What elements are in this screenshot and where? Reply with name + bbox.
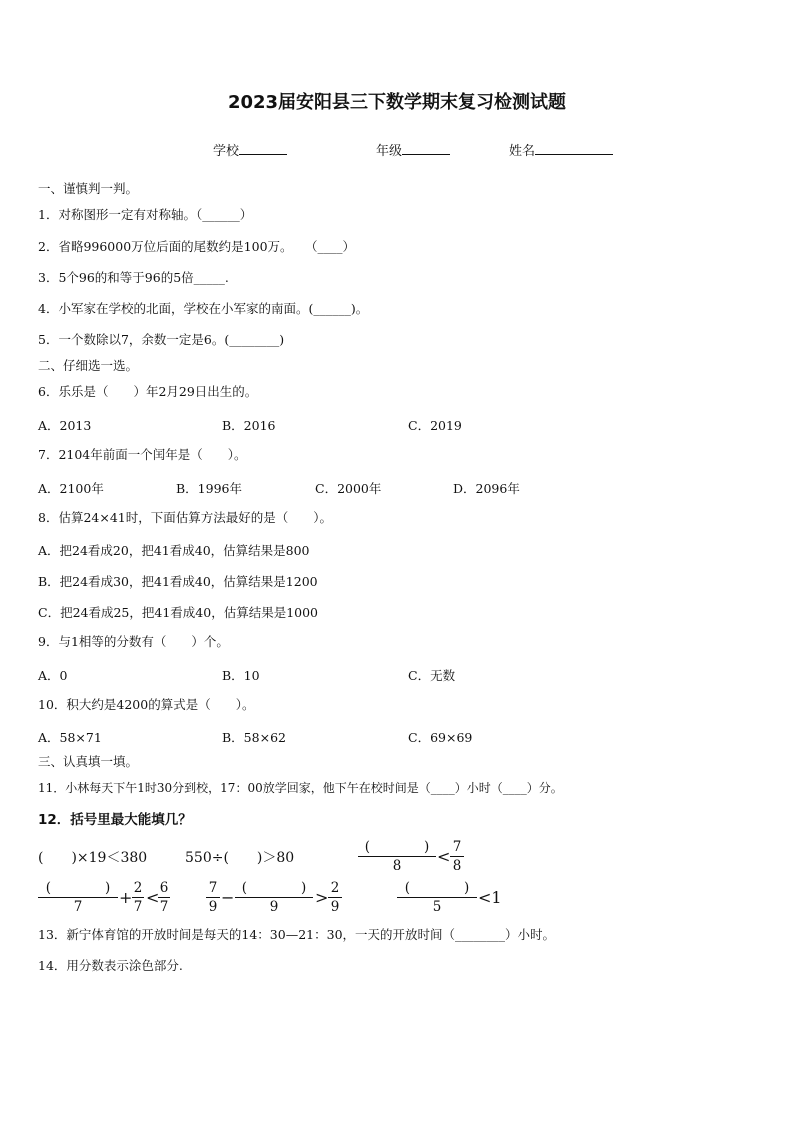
grade-blank[interactable] bbox=[402, 142, 450, 155]
question-11: 11．小林每天下午1时30分到校，17：00放学回家，他下午在校时间是（____）小时（____）分。 bbox=[38, 781, 563, 795]
name-label: 姓名 bbox=[509, 144, 536, 159]
section-heading-2: 二、仔细选一选。 bbox=[38, 358, 139, 373]
q6-option-a[interactable]: A．2013 bbox=[38, 418, 92, 433]
q12-fraction-blank-5 bbox=[397, 879, 477, 916]
q12-plus: + bbox=[119, 888, 133, 907]
q12-minus: − bbox=[221, 888, 235, 907]
q12-e-denominator: 9 bbox=[269, 899, 279, 915]
q10-option-c[interactable]: C．69×69 bbox=[408, 730, 473, 745]
grade-field[interactable] bbox=[376, 140, 450, 159]
q9-option-b[interactable]: B．10 bbox=[222, 668, 260, 683]
q10-option-b[interactable]: B．58×62 bbox=[222, 730, 286, 745]
q7-option-d[interactable]: D．2096年 bbox=[453, 481, 520, 496]
q12-less-than-one: <1 bbox=[478, 888, 502, 907]
question-1: 1．对称图形一定有对称轴。（______） bbox=[38, 207, 253, 222]
question-5: 5．一个数除以7，余数一定是6。(________) bbox=[38, 332, 285, 347]
q12-b-numerator: 2 bbox=[133, 880, 143, 896]
q12-a-numerator[interactable]: ( ) bbox=[45, 880, 111, 896]
question-10: 10．积大约是4200的算式是（ ）。 bbox=[38, 697, 255, 712]
grade-label: 年级 bbox=[376, 144, 403, 159]
name-blank[interactable] bbox=[535, 142, 613, 155]
q12-less-than: < bbox=[437, 847, 451, 866]
name-field[interactable] bbox=[509, 140, 613, 159]
school-label: 学校 bbox=[213, 144, 240, 159]
q7-option-a[interactable]: A．2100年 bbox=[38, 481, 104, 496]
q12-f1-denominator: 8 bbox=[392, 858, 402, 874]
question-9: 9．与1相等的分数有（ ）个。 bbox=[38, 634, 229, 649]
q12-fraction-6-7 bbox=[158, 879, 170, 916]
question-7: 7．2104年前面一个闰年是（ ）。 bbox=[38, 447, 247, 462]
q12-g-denominator: 5 bbox=[432, 899, 442, 915]
q10-option-a[interactable]: A．58×71 bbox=[38, 730, 102, 745]
question-8: 8．估算24×41时，下面估算方法最好的是（ ）。 bbox=[38, 510, 332, 525]
question-13: 13．新宁体育馆的开放时间是每天的14：30—21：30，一天的开放时间（________）小时。 bbox=[38, 927, 556, 942]
q12-c-numerator: 6 bbox=[159, 880, 169, 896]
q12-less-than-2: < bbox=[146, 888, 160, 907]
q9-option-a[interactable]: A．0 bbox=[38, 668, 68, 683]
question-12: 12．括号里最大能填几？ bbox=[38, 812, 192, 828]
school-blank[interactable] bbox=[239, 142, 287, 155]
question-4: 4．小军家在学校的北面，学校在小军家的南面。(______)。 bbox=[38, 301, 369, 316]
q12-b-denominator: 7 bbox=[133, 899, 143, 915]
q8-option-b[interactable]: B．把24看成30，把41看成40，估算结果是1200 bbox=[38, 574, 318, 589]
q12-f1-numerator[interactable]: ( ) bbox=[364, 839, 430, 855]
page-title: 2023届安阳县三下数学期末复习检测试题 bbox=[227, 92, 567, 113]
section-heading-1: 一、谨慎判一判。 bbox=[38, 181, 139, 196]
q12-f-numerator: 2 bbox=[330, 880, 340, 896]
q12-expr-1: ( )×19＜380 bbox=[38, 850, 148, 866]
q12-a-denominator: 7 bbox=[73, 899, 83, 915]
q6-option-b[interactable]: B．2016 bbox=[222, 418, 276, 433]
q12-c-denominator: 7 bbox=[159, 899, 169, 915]
q7-option-c[interactable]: C．2000年 bbox=[315, 481, 382, 496]
q12-f-denominator: 9 bbox=[330, 899, 340, 915]
q12-expr-2: 550÷( )＞80 bbox=[185, 850, 295, 866]
q6-option-c[interactable]: C．2019 bbox=[408, 418, 462, 433]
question-14: 14．用分数表示涂色部分. bbox=[38, 958, 183, 973]
q12-fraction-7-9 bbox=[206, 879, 220, 916]
q12-d-numerator: 7 bbox=[208, 880, 218, 896]
q12-fraction-blank-9 bbox=[235, 879, 313, 916]
q9-option-c[interactable]: C．无数 bbox=[408, 668, 456, 683]
q12-e-numerator[interactable]: ( ) bbox=[241, 880, 307, 896]
q8-option-c[interactable]: C．把24看成25，把41看成40，估算结果是1000 bbox=[38, 605, 318, 620]
q12-fraction-2-7 bbox=[132, 879, 144, 916]
question-6: 6．乐乐是（ ）年2月29日出生的。 bbox=[38, 384, 258, 399]
q12-fraction-2-9 bbox=[328, 879, 342, 916]
q12-g-numerator[interactable]: ( ) bbox=[404, 880, 470, 896]
q12-d-denominator: 9 bbox=[208, 899, 218, 915]
q12-fraction-blank-8 bbox=[358, 838, 436, 875]
q12-f2-numerator: 7 bbox=[452, 839, 462, 855]
q7-option-b[interactable]: B．1996年 bbox=[176, 481, 242, 496]
q12-fraction-7-8 bbox=[450, 838, 464, 875]
q12-f2-denominator: 8 bbox=[452, 858, 462, 874]
q8-option-a[interactable]: A．把24看成20，把41看成40，估算结果是800 bbox=[38, 543, 310, 558]
school-field[interactable] bbox=[213, 140, 287, 159]
question-3: 3．5个96的和等于96的5倍_____. bbox=[38, 270, 229, 285]
q12-fraction-blank-7 bbox=[38, 879, 118, 916]
section-heading-3: 三、认真填一填。 bbox=[38, 754, 139, 769]
q12-greater-than: > bbox=[315, 888, 329, 907]
question-2: 2．省略996000万位后面的尾数约是100万。 （____） bbox=[38, 239, 356, 254]
